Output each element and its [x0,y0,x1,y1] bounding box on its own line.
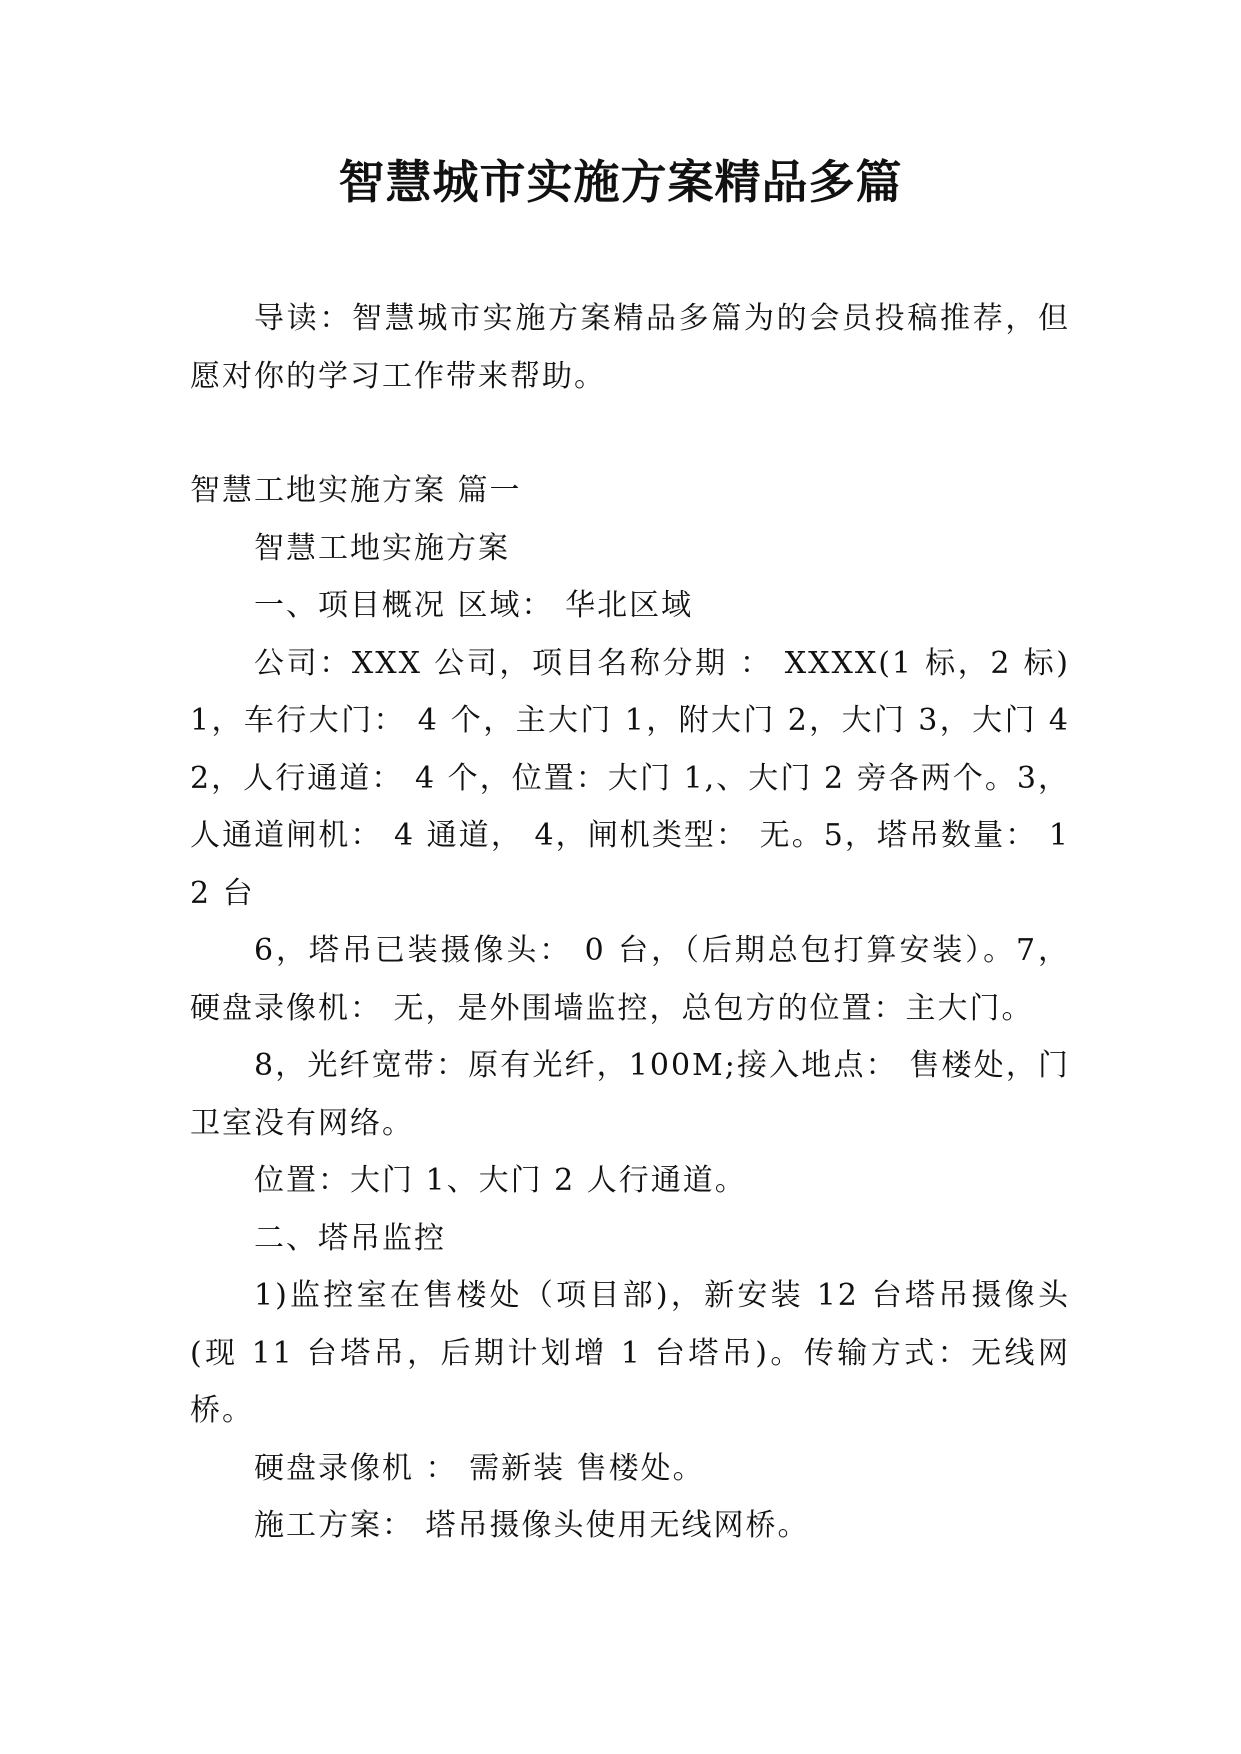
section-heading: 智慧工地实施方案 篇一 [190,473,522,508]
location-paragraph: 位置：大门 1、大门 2 人行通道。 [254,1163,747,1198]
document-body [190,290,1070,1555]
construction-plan-paragraph: 施工方案： 塔吊摄像头使用无线网桥。 [254,1508,810,1543]
company-paragraph: 公司：XXX 公司，项目名称分期 ： XXXX(1 标，2 标)1，车行大门： 4 个，主大门 1，附大门 2，大门 3，大门 4 2，人行通道： 4 个，位置：大门 1,、大门 2 旁各两个。3，人通道闸机： 4 通道， 4，闸机类型： 无。5，塔吊数量： 12 台 [190,645,1070,911]
document-title: 智慧城市实施方案精品多篇 [338,155,903,209]
tower-crane-heading: 二、塔吊监控 [254,1220,446,1256]
fiber-paragraph: 8，光纤宽带：原有光纤，100M;接入地点： 售楼处，门卫室没有网络。 [190,1048,1070,1141]
overview-heading: 一、项目概况 区域： 华北区域 [254,588,694,623]
recorder-paragraph: 硬盘录像机 ： 需新装 售楼处。 [254,1450,705,1486]
monitor-room-paragraph: 1)监控室在售楼处（项目部)，新安装 12 台塔吊摄像头(现 11 台塔吊，后期计划增 1 台塔吊)。传输方式：无线网桥。 [190,1278,1070,1428]
intro-paragraph: 导读：智慧城市实施方案精品多篇为的会员投稿推荐，但愿对你的学习工作带来帮助。 [190,301,1070,394]
camera-paragraph: 6，塔吊已装摄像头： 0 台，（后期总包打算安装）。7，硬盘录像机： 无，是外围墙监控，总包方的位置：主大门。 [190,933,1070,1026]
subsection-title: 智慧工地实施方案 [254,530,510,566]
